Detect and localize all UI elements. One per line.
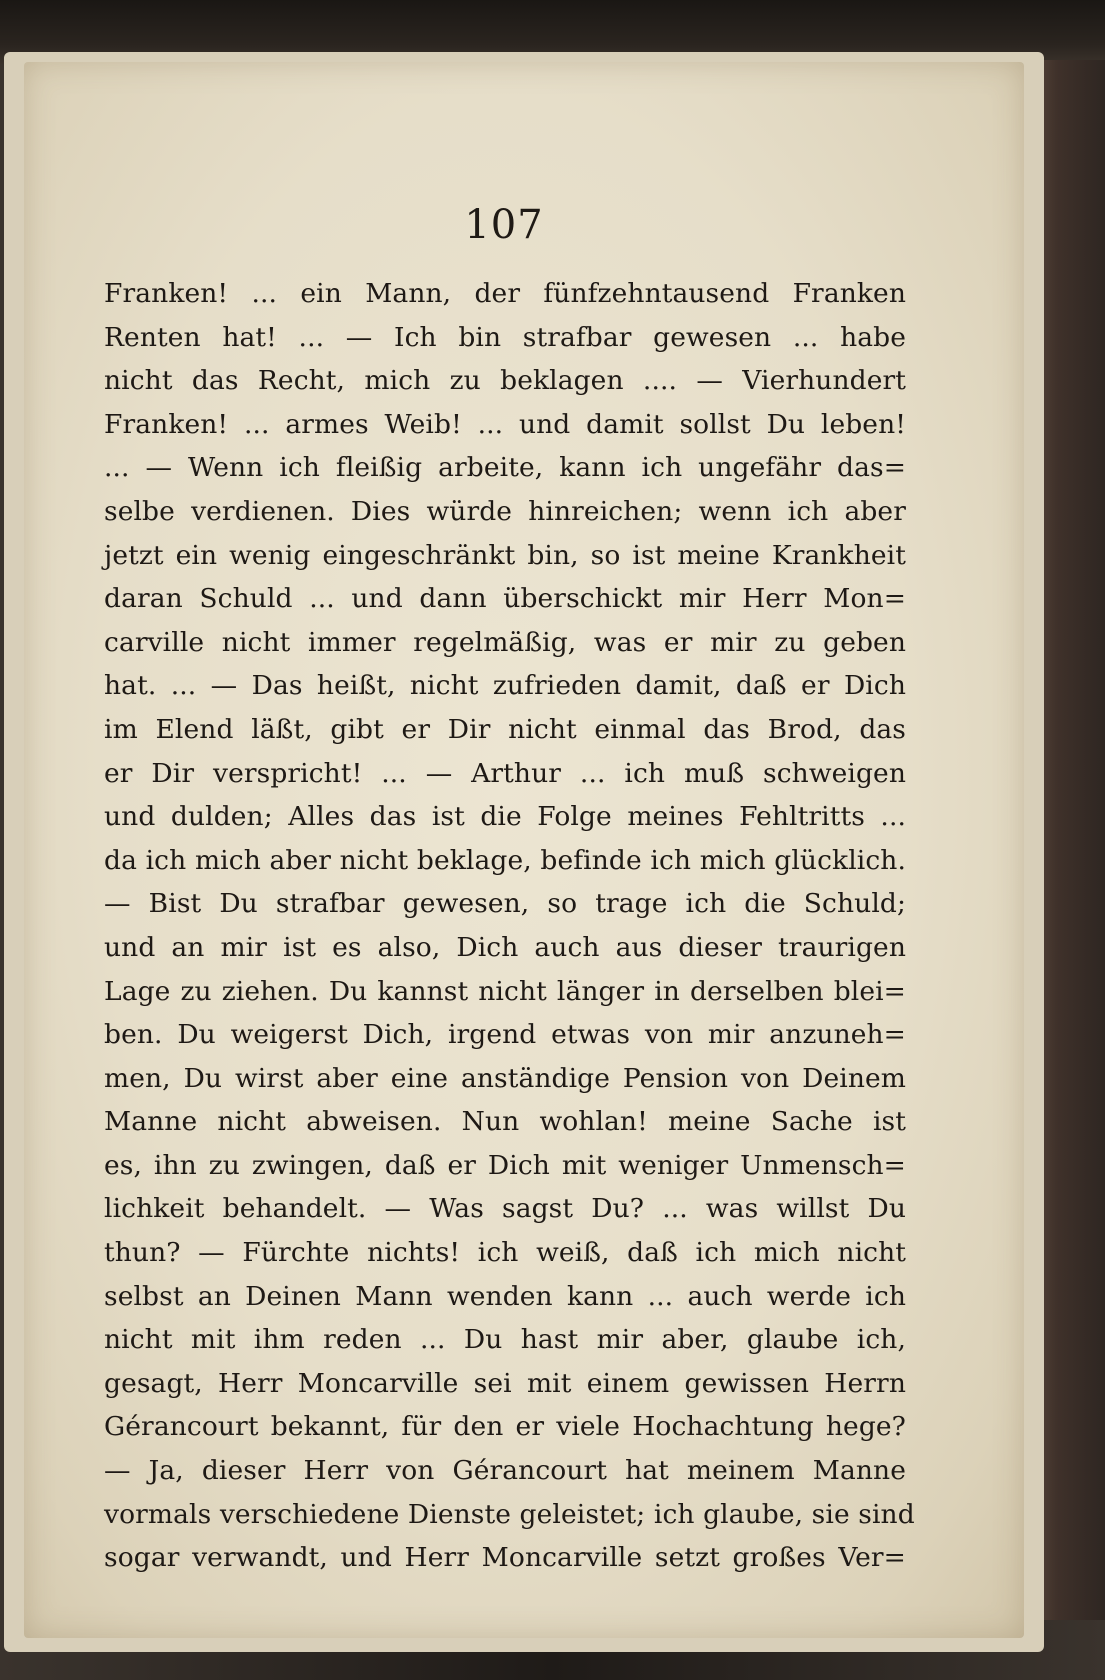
text-line: es, ihn zu zwingen, daß er Dich mit weniger Unmensch= bbox=[104, 1149, 906, 1181]
text-line: er Dir verspricht! ... — Arthur ... ich muß schweigen bbox=[104, 757, 906, 789]
text-line: — Bist Du strafbar gewesen, so trage ich die Schuld; bbox=[104, 888, 906, 920]
text-line: selbst an Deinen Mann wenden kann ... auch werde ich bbox=[104, 1280, 906, 1312]
text-line: ben. Du weigerst Dich, irgend etwas von mir anzuneh= bbox=[104, 1019, 906, 1051]
text-line: daran Schuld ... und dann überschickt mir Herr Mon= bbox=[104, 583, 906, 615]
text-line: Gérancourt bekannt, für den er viele Hochachtung hege? bbox=[104, 1411, 906, 1443]
text-line: jetzt ein wenig eingeschränkt bin, so ist meine Krankheit bbox=[104, 539, 906, 571]
text-line: men, Du wirst aber eine anständige Pension von Deinem bbox=[104, 1062, 906, 1094]
text-line: selbe verdienen. Dies würde hinreichen; wenn ich aber bbox=[104, 495, 906, 527]
text-line: ... — Wenn ich fleißig arbeite, kann ich ungefähr das= bbox=[104, 452, 906, 484]
text-line: sogar verwandt, und Herr Moncarville setzt großes Ver= bbox=[104, 1542, 906, 1574]
body-text bbox=[104, 272, 915, 1580]
text-line: Renten hat! ... — Ich bin strafbar gewesen ... habe bbox=[104, 321, 906, 353]
text-line: vormals verschiedene Dienste geleistet; ich glaube, sie sind bbox=[104, 1498, 915, 1530]
text-line: hat. ... — Das heißt, nicht zufrieden damit, daß er Dich bbox=[104, 670, 906, 702]
text-line: gesagt, Herr Moncarville sei mit einem gewissen Herrn bbox=[104, 1367, 906, 1399]
text-line: Franken! ... ein Mann, der fünfzehntausend Franken bbox=[104, 278, 906, 309]
text-line: Lage zu ziehen. Du kannst nicht länger in derselben blei= bbox=[104, 975, 906, 1007]
book-page bbox=[24, 62, 1024, 1638]
text-line: — Ja, dieser Herr von Gérancourt hat meinem Manne bbox=[104, 1455, 906, 1487]
text-line: da ich mich aber nicht beklage, befinde ich mich glücklich. bbox=[104, 844, 906, 876]
text-line: lichkeit behandelt. — Was sagst Du? ... was willst Du bbox=[104, 1193, 906, 1225]
text-line: thun? — Fürchte nichts! ich weiß, daß ich mich nicht bbox=[104, 1237, 906, 1269]
text-line: Franken! ... armes Weib! ... und damit sollst Du leben! bbox=[104, 408, 906, 440]
text-line: nicht mit ihm reden ... Du hast mir aber, glaube ich, bbox=[104, 1324, 906, 1356]
text-line: und dulden; Alles das ist die Folge meines Fehltritts ... bbox=[104, 801, 906, 833]
text-line: Manne nicht abweisen. Nun wohlan! meine Sache ist bbox=[104, 1106, 906, 1138]
text-line: nicht das Recht, mich zu beklagen .... — Vierhundert bbox=[104, 365, 906, 397]
text-line: carville nicht immer regelmäßig, was er mir zu geben bbox=[104, 626, 906, 658]
text-line: und an mir ist es also, Dich auch aus dieser traurigen bbox=[104, 931, 906, 963]
text-line: im Elend läßt, gibt er Dir nicht einmal das Brod, das bbox=[104, 713, 906, 745]
page-number: 107 bbox=[464, 202, 544, 248]
